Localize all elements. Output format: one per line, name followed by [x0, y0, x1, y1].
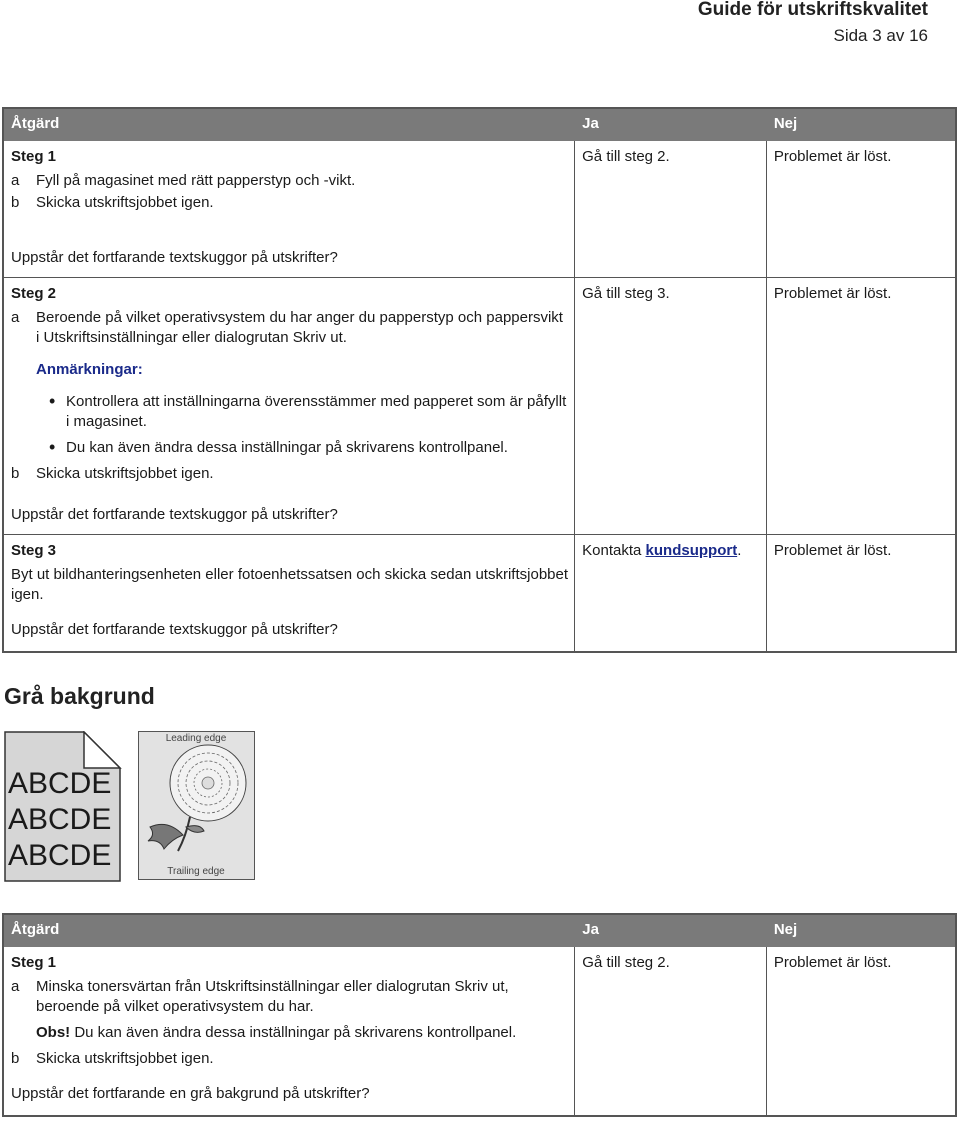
header-no: Nej	[766, 108, 956, 140]
no-answer: Problemet är löst.	[773, 147, 892, 165]
customer-support-link[interactable]: kundsupport	[645, 541, 738, 559]
yes-suffix: .	[737, 541, 742, 559]
step-2-cell	[3, 277, 575, 503]
yes-cell	[575, 277, 767, 534]
bullet-text: Kontrollera att inställningarna överensstämmer med papperet som är påfyllt i magasinet.	[66, 392, 567, 430]
sample-text-line: ABCDE	[8, 767, 112, 800]
list-item	[11, 1049, 568, 1069]
table-row	[3, 277, 956, 503]
step-title: Steg 2	[11, 284, 57, 302]
sample-text-line: ABCDE	[8, 839, 112, 872]
yes-cell	[575, 140, 767, 277]
item-letter: a	[11, 977, 20, 995]
trailing-edge-label: Trailing edge	[167, 866, 225, 877]
page-header	[698, 0, 928, 48]
gray-background-sample-photo	[138, 731, 258, 882]
question-cell: Uppstår det fortfarande textskuggor på utskrifter?	[3, 618, 575, 652]
question-cell: Uppstår det fortfarande textskuggor på utskrifter?	[3, 503, 575, 534]
step-title: Steg 1	[11, 953, 57, 971]
item-text: Fyll på magasinet med rätt papperstyp och -vikt.	[36, 171, 356, 189]
document-title: Guide för utskriftskvalitet	[697, 0, 928, 20]
list-item	[11, 193, 568, 213]
step-title: Steg 3	[11, 541, 57, 559]
item-text: Minska tonersvärtan från Utskriftsinställningar eller dialogrutan Skriv ut, beroende på vilket operativsystem du har.	[36, 977, 509, 1015]
sample-text-line: ABCDE	[8, 803, 112, 836]
header-yes: Ja	[575, 108, 767, 140]
item-letter: b	[11, 1049, 20, 1067]
step-1-cell	[3, 946, 575, 1076]
question-cell: Uppstår det fortfarande en grå bakgrund på utskrifter?	[3, 1076, 575, 1116]
header-yes: Ja	[575, 914, 767, 946]
list-item	[11, 171, 568, 191]
step-3-cell	[3, 534, 575, 618]
header-action: Åtgärd	[3, 914, 575, 946]
no-cell	[766, 277, 956, 534]
yes-answer: Gå till steg 2.	[582, 147, 670, 165]
list-item	[11, 977, 568, 1017]
note-text: Du kan även ändra dessa inställningar på skrivarens kontrollpanel.	[70, 1023, 517, 1041]
leading-edge-label: Leading edge	[165, 733, 227, 744]
no-cell	[766, 946, 956, 1116]
item-letter: a	[11, 308, 20, 326]
no-cell	[766, 534, 956, 652]
yes-cell	[575, 946, 767, 1116]
item-text: Skicka utskriftsjobbet igen.	[36, 1049, 214, 1067]
table-row	[3, 946, 956, 1076]
note-label: Obs!	[36, 1023, 71, 1041]
bullet-icon: •	[49, 436, 56, 457]
list-item	[11, 464, 568, 484]
bullet-icon: •	[49, 390, 56, 411]
item-text: Skicka utskriftsjobbet igen.	[36, 464, 214, 482]
gray-background-sample-page	[4, 731, 122, 882]
item-text: Beroende på vilket operativsystem du har anger du papperstyp och pappersvikt i Utskriftsinställningar eller dialogrutan Skriv ut.	[36, 308, 563, 346]
action-table-gray-background	[2, 913, 957, 1117]
action-table-text-shadows	[2, 107, 957, 653]
list-item	[11, 308, 568, 348]
yes-answer: Gå till steg 2.	[582, 953, 670, 971]
yes-prefix: Kontakta	[582, 541, 646, 559]
yes-cell	[575, 534, 767, 652]
no-answer: Problemet är löst.	[773, 284, 892, 302]
header-action: Åtgärd	[3, 108, 575, 140]
step-title: Steg 1	[11, 147, 57, 165]
item-text: Skicka utskriftsjobbet igen.	[36, 193, 214, 211]
header-no: Nej	[766, 914, 956, 946]
step-text: Byt ut bildhanteringsenheten eller fotoenhetssatsen och skicka sedan utskriftsjobbet igen.	[11, 565, 569, 603]
table-row	[3, 140, 956, 246]
question-cell: Uppstår det fortfarande textskuggor på utskrifter?	[3, 246, 575, 277]
yes-answer: Gå till steg 3.	[582, 284, 670, 302]
item-letter: b	[11, 193, 20, 211]
table-header-row	[3, 108, 956, 140]
bullet-item	[49, 438, 568, 458]
notes-heading: Anmärkningar:	[36, 360, 143, 378]
bullet-text: Du kan även ändra dessa inställningar på skrivarens kontrollpanel.	[66, 438, 508, 456]
bullet-item	[49, 392, 568, 432]
no-answer: Problemet är löst.	[773, 541, 892, 559]
no-cell	[766, 140, 956, 277]
step-1-cell	[3, 140, 575, 246]
item-letter: a	[11, 171, 20, 189]
section-title: Grå bakgrund	[4, 683, 155, 709]
table-row	[3, 534, 956, 618]
item-letter: b	[11, 464, 20, 482]
page-number: Sida 3 av 16	[833, 26, 928, 45]
no-answer: Problemet är löst.	[773, 953, 892, 971]
note	[36, 1023, 568, 1043]
table-header-row	[3, 914, 956, 946]
